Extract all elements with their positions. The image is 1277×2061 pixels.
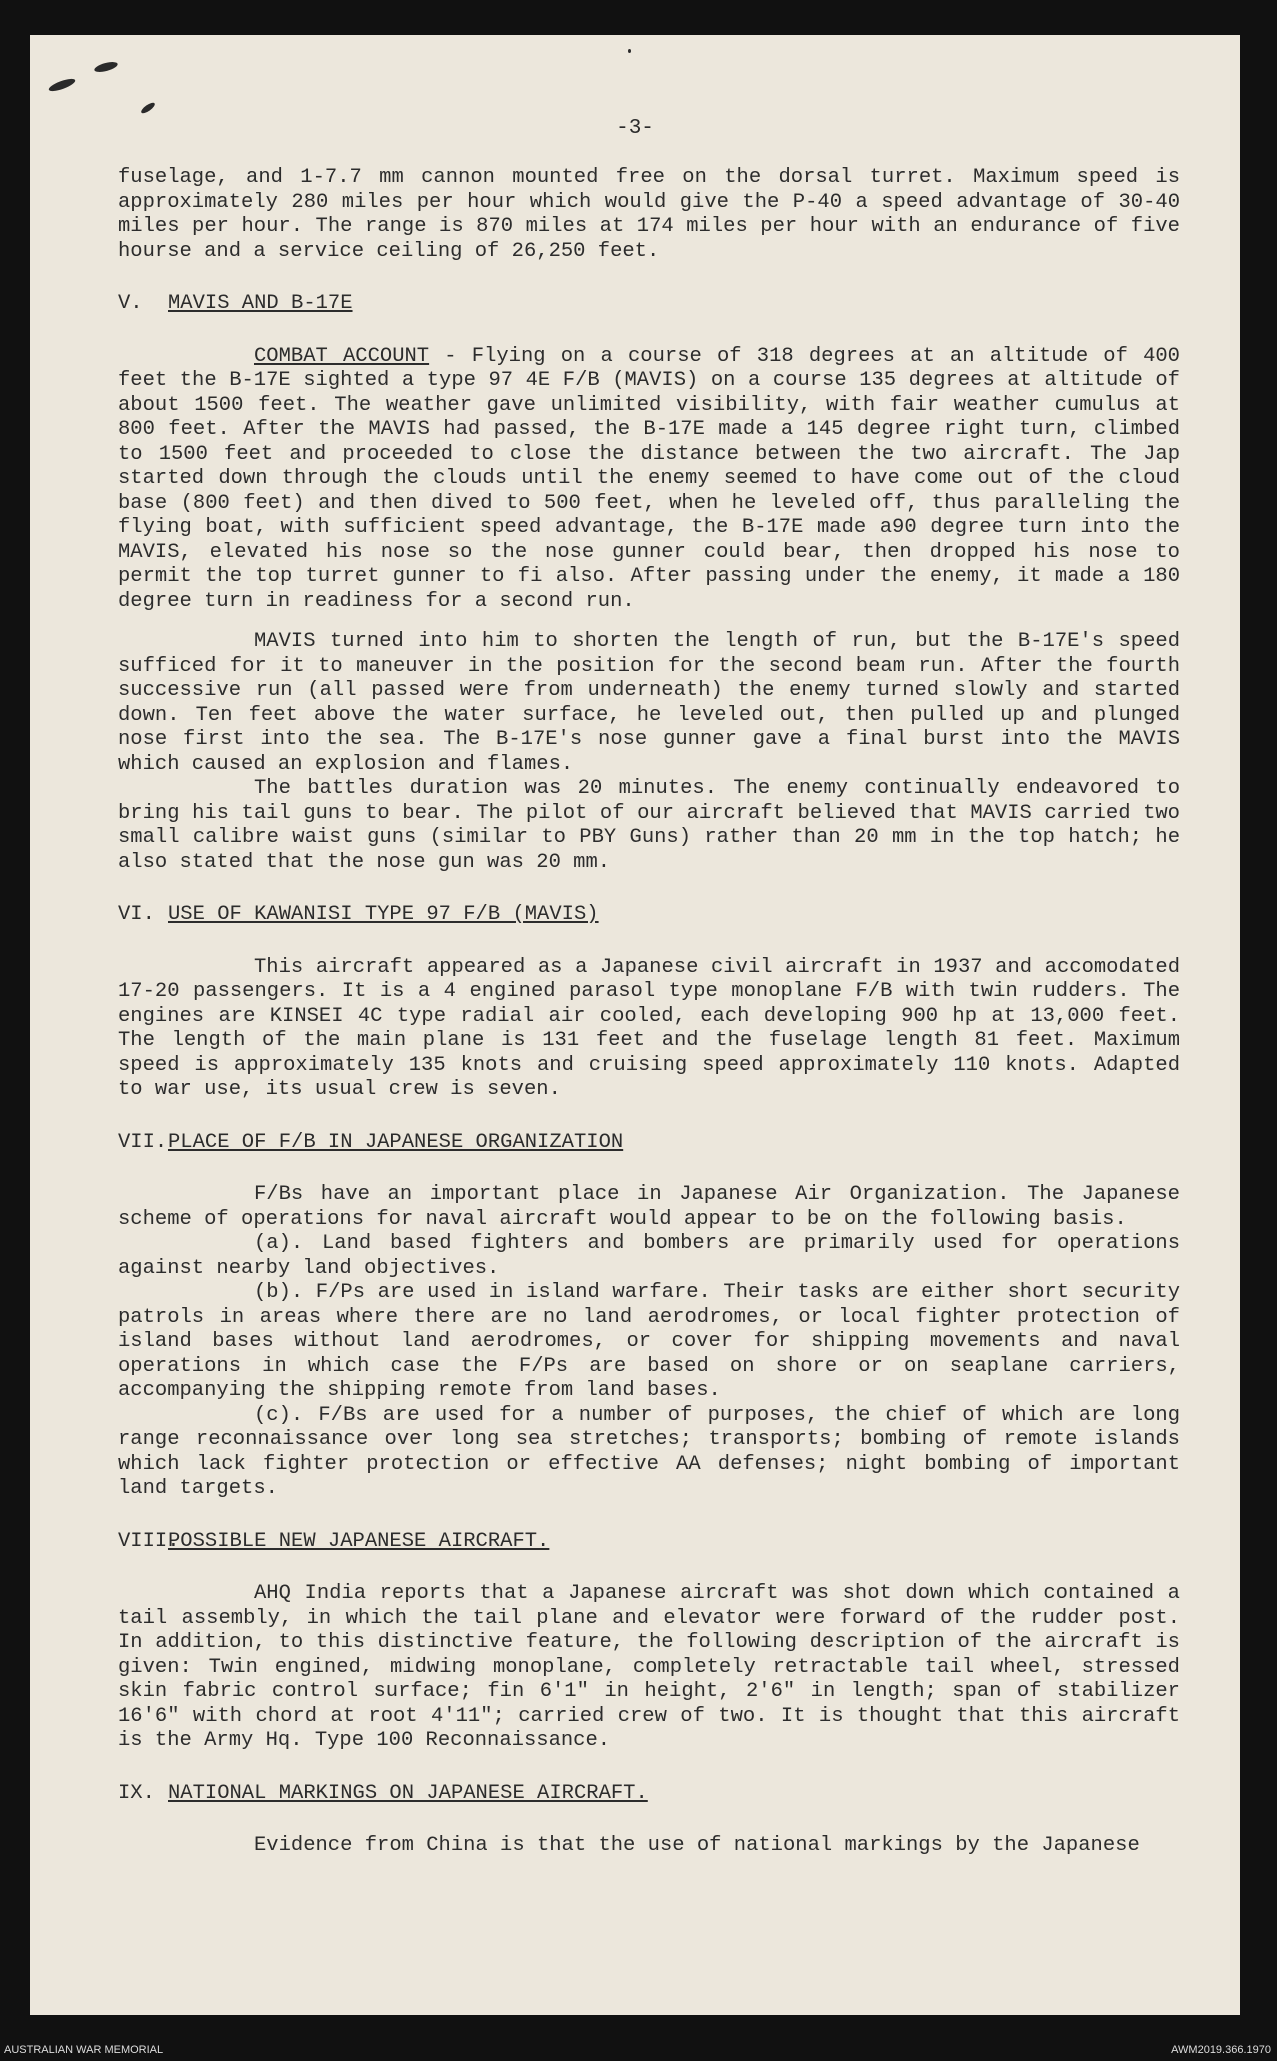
paragraph: The battles duration was 20 minutes. The enemy continually endeavored to bring his tail guns to bear. The pilot of our aircraft believed that MAVIS carried two small calibre waist guns (similar to PBY Guns) rather than 20 mm in the top hatch; he also stated that the nose gun was 20 mm. [118,777,1180,874]
paragraph: F/Bs have an important place in Japanese Air Organization. The Japanese scheme of operations for naval aircraft would appear to be on the following basis. [118,1183,1180,1231]
ink-mark [47,76,76,93]
section-heading-vii [118,1131,1180,1156]
paragraph: AHQ India reports that a Japanese aircraft was shot down which contained a tail assembly, in which the tail plane and elevator were forward of the rudder post. In addition, to this distinctive feature, the following description of the aircraft is given: Twin engined, midwing monoplane, completely retractable tail wheel, stressed skin fabric control surface; fin 6'1" in height, 2'6" in length; span of stabilizer 16'6" with chord at root 4'11"; carried crew of two. It is thought that this aircraft is the Army Hq. Type 100 Reconnaissance. [118,1582,1180,1752]
paragraph: Evidence from China is that the use of national markings by the Japanese [254,1834,1140,1857]
section-number: VII. [118,1130,168,1154]
archive-footer [0,2015,1277,2061]
section-title: POSSIBLE NEW JAPANESE AIRCRAFT. [168,1529,550,1553]
section-number: VI. [118,903,155,926]
section-title: PLACE OF F/B IN JAPANESE ORGANIZATION [168,1130,624,1154]
ink-mark [93,60,118,74]
section-number: V. [118,292,143,315]
list-item-c: (c). F/Bs are used for a number of purposes, the chief of which are long range reconnaissance over long sea stretches; transports; bombing of remote islands which lack fighter protection or effective AA defenses; night bombing of important land targets. [118,1403,1180,1500]
ink-mark [140,101,157,115]
footer-reference: AWM2019.366.1970 [1171,2044,1271,2056]
section-heading-v [118,292,1180,317]
section-title: USE OF KAWANISI TYPE 97 F/B (MAVIS) [168,903,599,926]
document-body [118,166,1180,1859]
ink-mark [628,49,631,53]
section-number: VIII. [118,1529,180,1553]
list-item-a: (a). Land based fighters and bombers are primarily used for operations against nearby land objectives. [118,1232,1180,1280]
section-heading-viii [118,1530,1180,1555]
lead-in: COMBAT ACCOUNT [254,344,430,368]
section-number: IX. [118,1781,155,1805]
section-title: MAVIS AND B-17E [168,292,353,315]
paragraph-text: - Flying on a course of 318 degrees at an altitude of 400 feet the B-17E sighted a type 97 4E F/B (MAVIS) on a course 135 degrees at altitude of about 1500 feet. The weather gave unlimited visibility, with fair weather cumulus at 800 feet. After the MAVIS had passed, the B-17E made a 145 degree right turn, climbed to 1500 feet and proceeded to close the distance between the two aircraft. The Jap started down through the clouds until the enemy seemed to have come out of the cloud base (800 feet) and then dived to 500 feet, when he leveled off, thus paralleling the flying boat, with sufficient speed advantage, the B-17E made a90 degree turn into the MAVIS, elevated his nose so the nose gunner could bear, then dropped his nose to permit the top turret gunner to fi also. After passing under the enemy, it made a 180 degree turn in readiness for a second run. [118,344,1180,613]
document-page [30,35,1240,2015]
paragraph: This aircraft appeared as a Japanese civil aircraft in 1937 and accomodated 17-20 passengers. It is a 4 engined parasol type monoplane F/B with twin rudders. The engines are KINSEI 4C type radial air cooled, each developing 900 hp at 13,000 feet. The length of the main plane is 131 feet and the fuselage length 81 feet. Maximum speed is approximately 135 knots and cruising speed approximately 110 knots. Adapted to war use, its usual crew is seven. [118,955,1180,1101]
section-heading-vi [118,903,1180,928]
intro-paragraph: fuselage, and 1-7.7 mm cannon mounted free on the dorsal turret. Maximum speed is approximately 280 miles per hour which would give the P-40 a speed advantage of 30-40 miles per hour. The range is 870 miles at 174 miles per hour with an endurance of five hourse and a service ceiling of 26,250 feet. [118,166,1180,263]
paragraph: MAVIS turned into him to shorten the length of run, but the B-17E's speed sufficed for it to maneuver in the position for the second beam run. After the fourth successive run (all passed were from underneath) the enemy turned slowly and started down. Ten feet above the water surface, he leveled out, then pulled up and plunged nose first into the sea. The B-17E's nose gunner gave a final burst into the MAVIS which caused an explosion and flames. [118,630,1180,776]
list-item-b: (b). F/Ps are used in island warfare. Their tasks are either short security patrols in areas where there are no land aerodromes, or local fighter protection of island bases without land aerodromes, or cover for shipping movements and naval operations in which case the F/Ps are based on shore or on seaplane carriers, accompanying the shipping remote from land bases. [118,1281,1180,1402]
section-title: NATIONAL MARKINGS ON JAPANESE AIRCRAFT. [168,1781,648,1805]
section-heading-ix [118,1782,1180,1807]
combat-account-paragraph [118,345,1180,615]
footer-source: AUSTRALIAN WAR MEMORIAL [4,2044,164,2056]
page-number: -3- [616,117,654,140]
